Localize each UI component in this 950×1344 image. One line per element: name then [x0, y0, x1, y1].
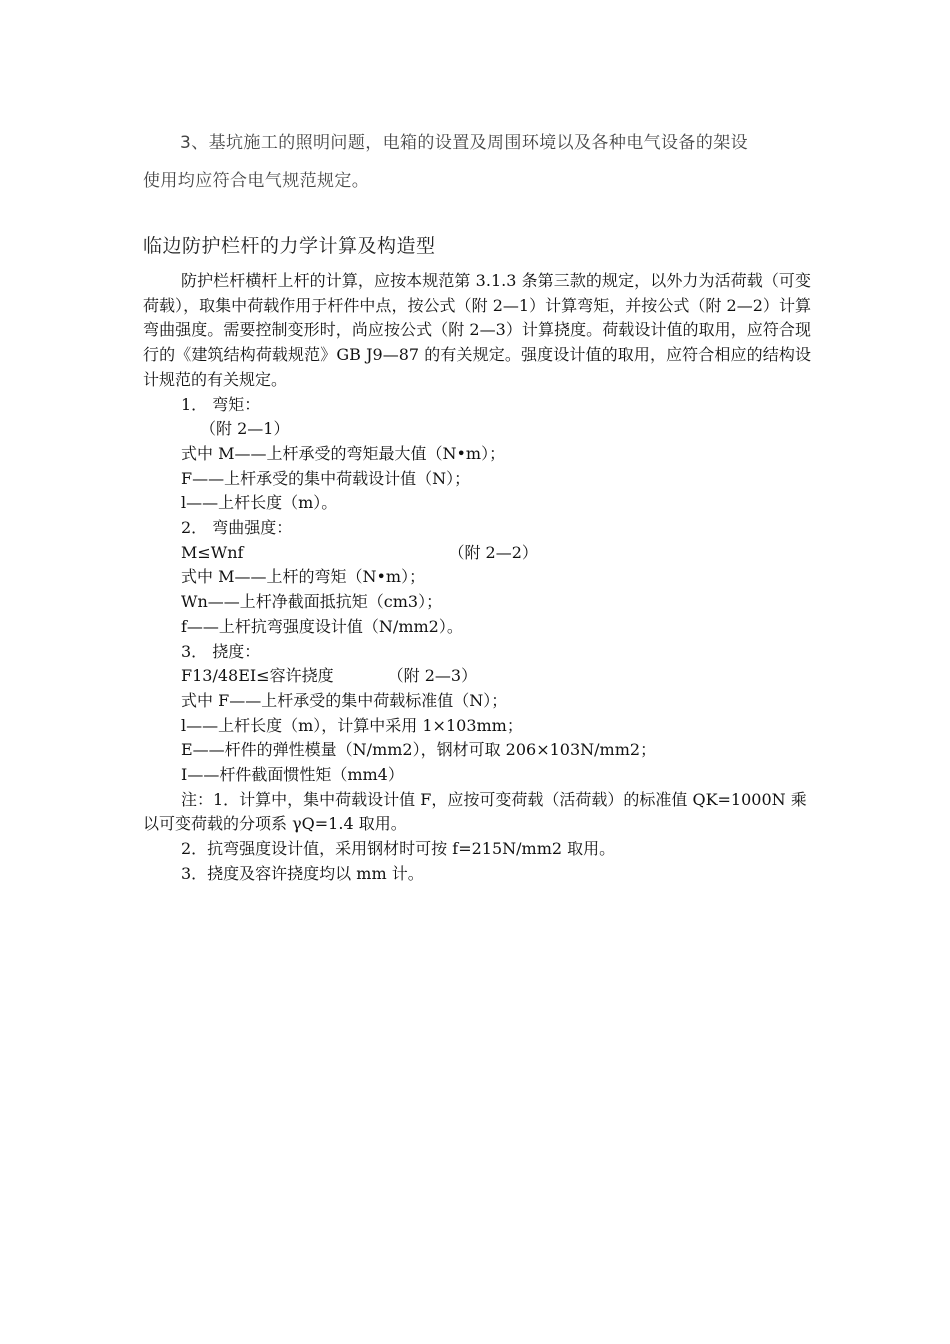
section-2-title: 2． 弯曲强度： [181, 518, 293, 538]
section-2-formula-ref: （附 2—2） [448, 542, 538, 562]
intro-line-2: 使用均应符合电气规范规定。 [143, 171, 370, 191]
intro-paragraph [143, 124, 813, 200]
section-2-line-3: f——上杆抗弯强度设计值（N/mm2）。 [181, 616, 463, 636]
section-3-formula-line [143, 664, 811, 689]
section-3-line-4: I——杆件截面惯性矩（mm4） [181, 765, 404, 785]
section-1-line-3: l——上杆长度（m）。 [181, 493, 338, 513]
section-heading: 临边防护栏杆的力学计算及构造型 [143, 235, 436, 257]
section-1-formula-ref: （附 2—1） [200, 419, 290, 439]
section-3-title: 3． 挠度： [181, 641, 261, 661]
body-text [143, 269, 811, 887]
note-2: 2．抗弯强度设计值，采用钢材时可按 f=215N/mm2 取用。 [181, 839, 616, 859]
intro-line-1: 3、基坑施工的照明问题，电箱的设置及周围环境以及各种电气设备的架设 [180, 133, 749, 153]
section-2-formula: M≤Wnf [181, 542, 244, 562]
note-1: 注：1．计算中，集中荷载设计值 F，应按可变荷载（活荷载）的标准值 QK=1000N 乘以可变荷载的分项系 γQ=1.4 取用。 [143, 789, 807, 834]
section-3-line-1: 式中 F——上杆承受的集中荷载标准值（N）； [181, 690, 508, 710]
section-2-line-1: 式中 M——上杆的弯矩（N•m）； [181, 567, 426, 587]
section-3-line-3: E——杆件的弹性模量（N/mm2），钢材可取 206×103N/mm2； [181, 740, 657, 760]
section-3-line-2: l——上杆长度（m），计算中采用 1×103mm； [181, 715, 523, 735]
section-2-formula-line [143, 541, 811, 566]
section-3-formula-ref: （附 2—3） [387, 666, 478, 686]
section-1-line-2: F——上杆承受的集中荷载设计值（N）； [181, 468, 471, 488]
main-paragraph: 防护栏杆横杆上杆的计算，应按本规范第 3.1.3 条第三款的规定，以外力为活荷载（可变荷载），取集中荷载作用于杆件中点，按公式（附 2—1）计算弯矩，并按公式（附 2—2）计算弯曲强度。需要控制变形时，尚应按公式（附 2—3）计算挠度。荷载设计值的取用，应符合现行的《建筑结构荷载规范》GB J9—87 的有关规定。强度设计值的取用，应符合相应的结构设计规范的有关规定。 [143, 271, 811, 389]
section-2-line-2: Wn——上杆净截面抵抗矩（cm3）； [181, 592, 443, 612]
section-1-line-1: 式中 M——上杆承受的弯矩最大值（N•m）； [181, 443, 506, 463]
note-3: 3．挠度及容许挠度均以 mm 计。 [181, 863, 424, 883]
section-3-formula: F13/48EI≤容许挠度 [181, 666, 334, 686]
section-1-title: 1． 弯矩： [181, 394, 261, 414]
